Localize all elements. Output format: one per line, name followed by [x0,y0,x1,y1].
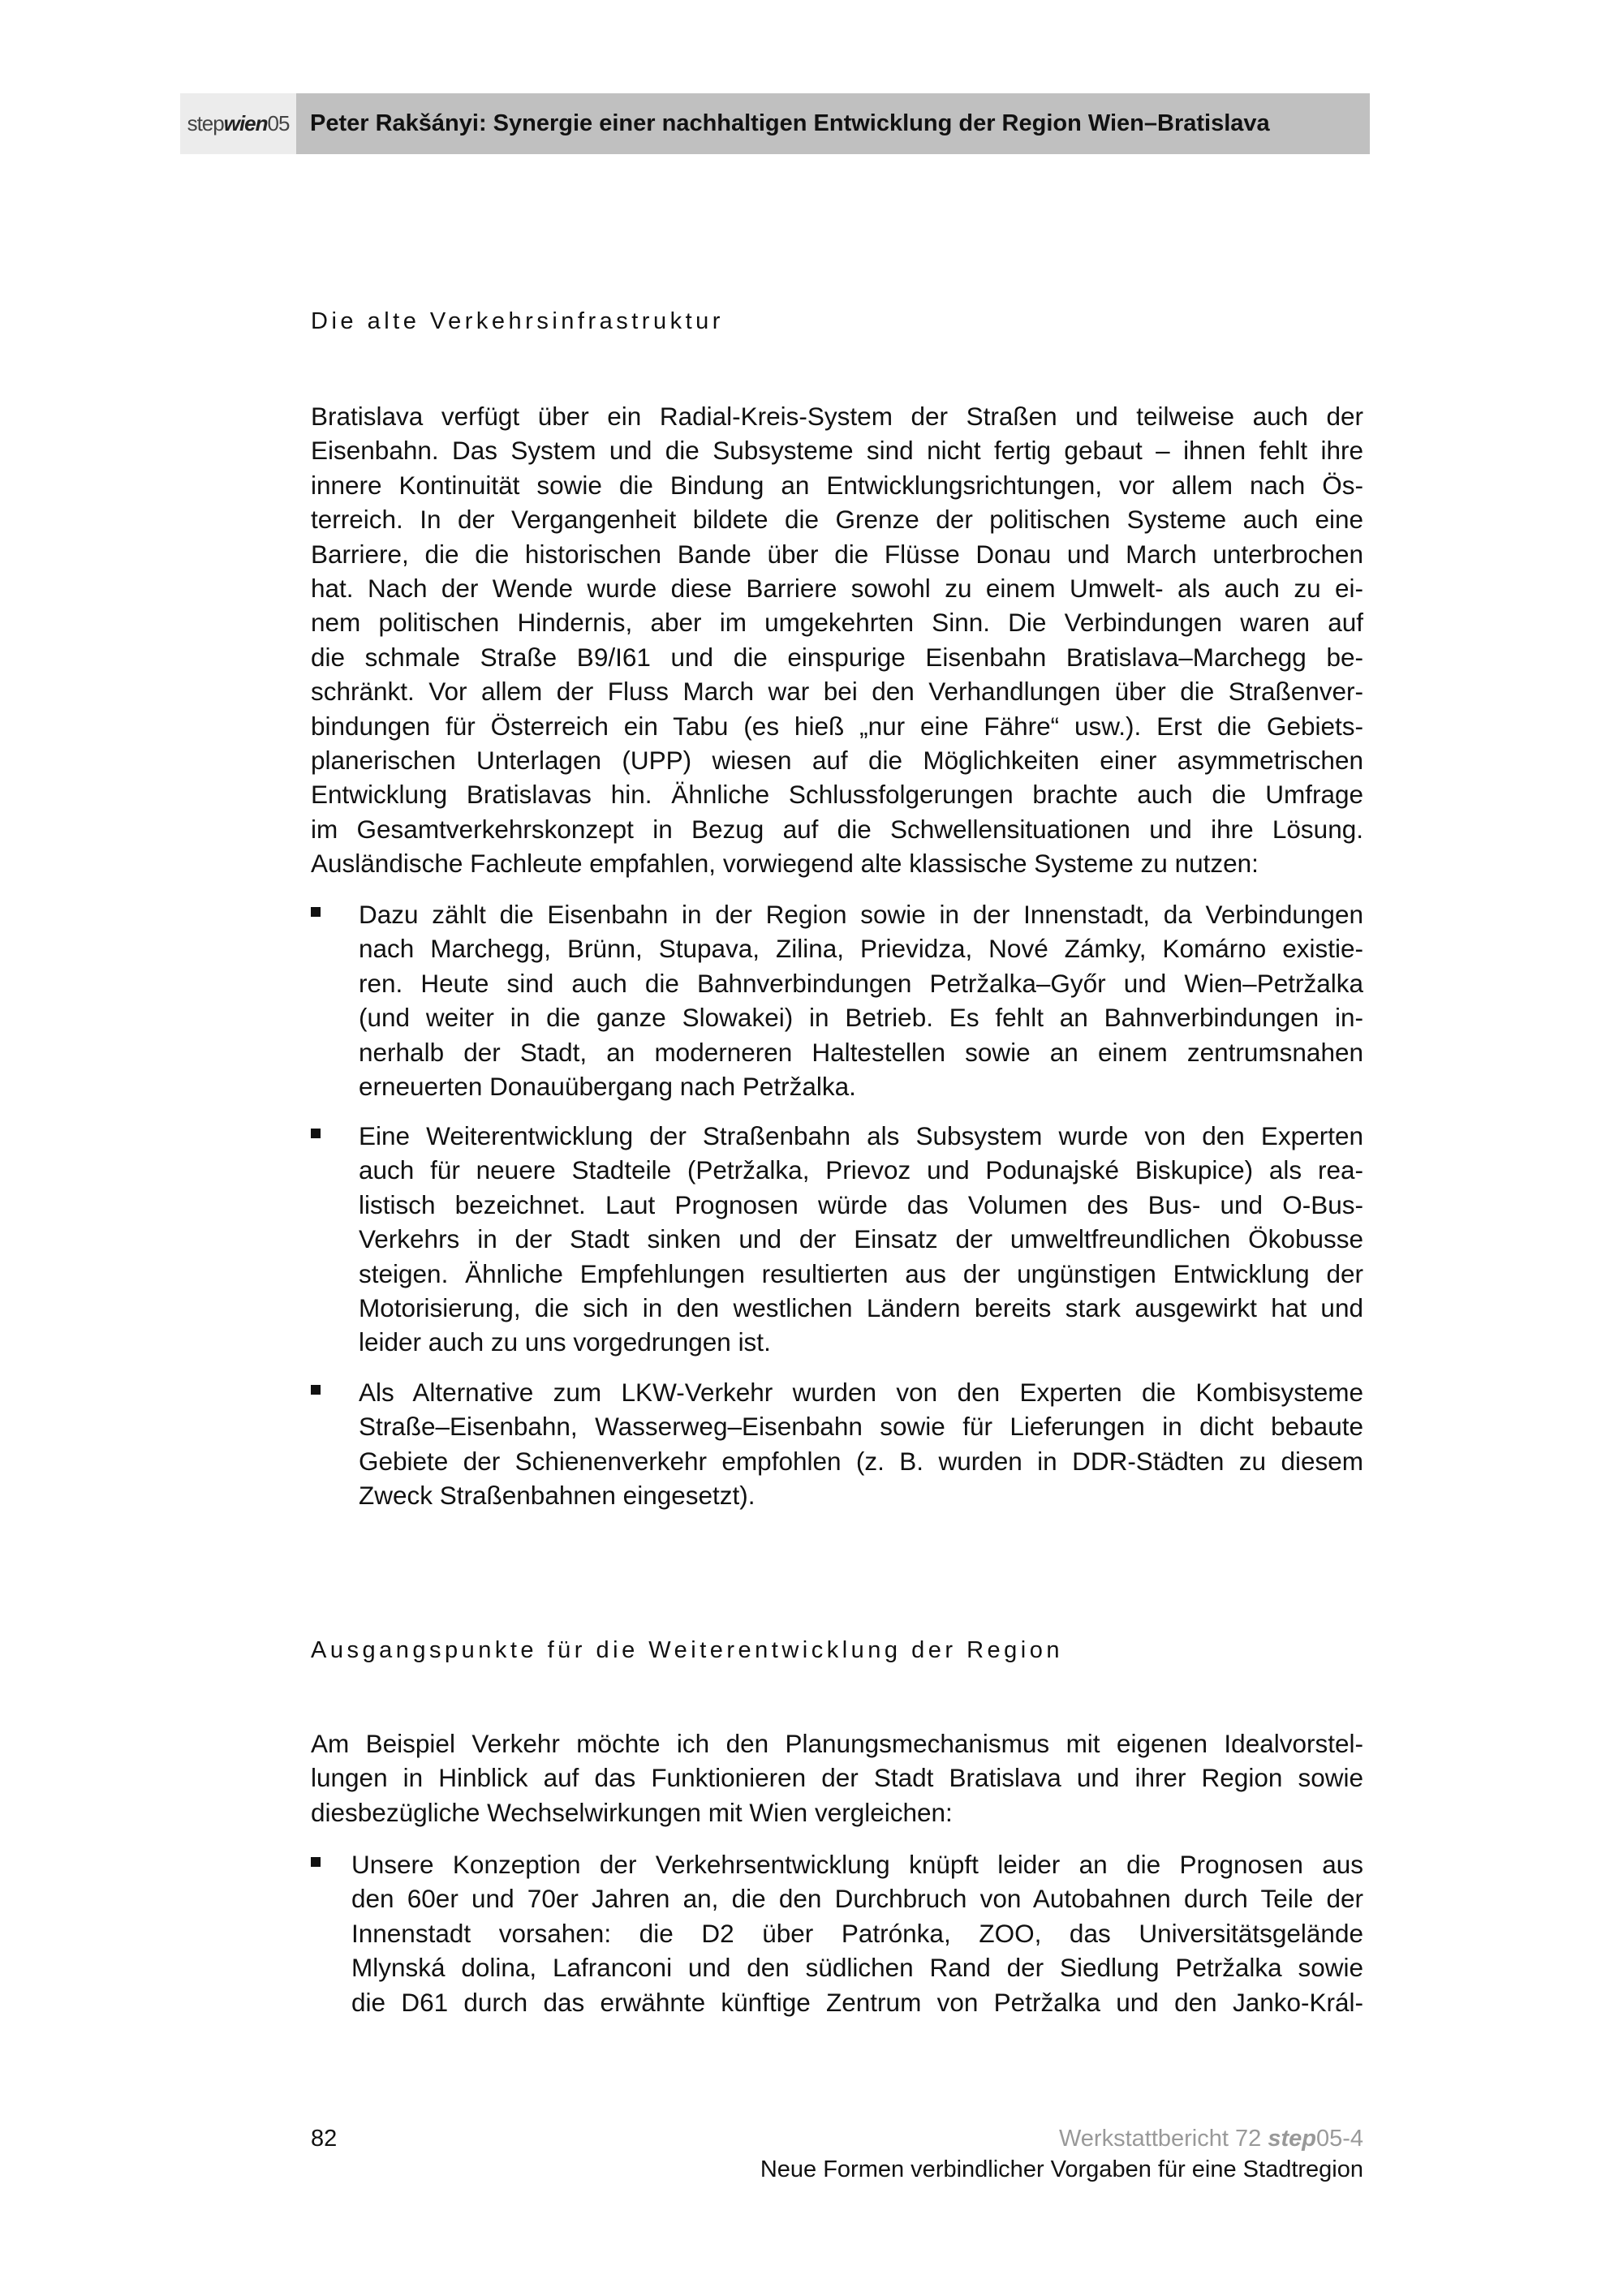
text-line: ren. Heute sind auch die Bahnverbindungen Petržalka–Győr und Wien–Petržalka [359,968,1363,998]
text-line: Dazu zählt die Eisenbahn in der Region sowie in der Innenstadt, da Verbindungen [359,900,1363,929]
bullet-icon [311,1129,321,1138]
text-line: Motorisierung, die sich in den westlichen Ländern bereits stark ausgewirkt hat und [359,1293,1363,1323]
page-number: 82 [311,2126,338,2152]
text-line: Barriere, die die historischen Bande über die Flüsse Donau und March unterbrochen [311,539,1363,569]
bullet-text [351,1847,1363,2019]
text-line: Innenstadt vorsahen: die D2 über Patrónka, ZOO, das Universitätsgelände [351,1918,1363,1948]
text-line: auch für neuere Stadteile (Petržalka, Prievoz und Podunajské Biskupice) als rea- [359,1155,1363,1185]
step-wien-logo [180,93,296,154]
bullet-item [311,1119,1363,1360]
text-line: Am Beispiel Verkehr möchte ich den Planungsmechanismus mit eigenen Idealvorstel- [311,1729,1363,1758]
page-header [180,93,1370,154]
bullet-item [311,1847,1363,2019]
bullet-item [311,897,1363,1103]
text-line: diesbezügliche Wechselwirkungen mit Wien vergleichen: [311,1797,953,1827]
text-line: die D61 durch das erwähnte künftige Zentrum von Petržalka und den Janko-Král- [351,1987,1363,2017]
text-line: terreich. In der Vergangenheit bildete die Grenze der politischen Systeme auch eine [311,505,1363,535]
text-line: Entwicklung Bratislavas hin. Ähnliche Schlussfolgerungen brachte auch die Umfrage [311,780,1363,810]
footer-series-b: step [1268,2126,1316,2152]
text-line: Gebiete der Schienenverkehr empfohlen (z. B. wurden in DDR-Städten zu diesem [359,1446,1363,1476]
text-line: Bratislava verfügt über ein Radial-Kreis-System der Straßen und teilweise auch der [311,402,1363,431]
text-line: planerischen Unterlagen (UPP) wiesen auf die Möglichkeiten einer asymmetrischen [311,746,1363,776]
text-line: nem politischen Hindernis, aber im umgekehrten Sinn. Die Verbindungen waren auf [311,608,1363,638]
paragraph [311,1726,1363,1829]
text-line: steigen. Ähnliche Empfehlungen resultierten aus der ungünstigen Entwicklung der [359,1258,1363,1288]
bullet-text [359,897,1363,1103]
bullet-text [359,1375,1363,1513]
text-line: hat. Nach der Wende wurde diese Barriere sowohl zu einem Umwelt- als auch zu ei- [311,574,1363,604]
text-line: erneuerten Donauübergang nach Petržalka. [359,1072,856,1102]
section-heading: Ausgangspunkte für die Weiterentwicklung der Region [311,1637,1063,1663]
bullet-text [359,1119,1363,1360]
footer-series-c: 05-4 [1315,2126,1363,2152]
bullet-icon [311,1385,321,1395]
text-line: den 60er und 70er Jahren an, die den Durchbruch von Autobahnen durch Teile der [351,1884,1363,1914]
logo-year: 05 [267,111,290,135]
footer-series [1059,2126,1363,2152]
text-line: Straße–Eisenbahn, Wasserweg–Eisenbahn sowie für Lieferungen in dicht bebaute [359,1412,1363,1442]
text-line: Ausländische Fachleute empfahlen, vorwiegend alte klassische Systeme zu nutzen: [311,849,1259,879]
paragraph [311,399,1363,881]
text-line: listisch bezeichnet. Laut Prognosen würde das Volumen des Bus- und O-Bus- [359,1189,1363,1219]
text-line: Zweck Straßenbahnen eingesetzt). [359,1481,756,1511]
text-line: bindungen für Österreich ein Tabu (es hieß „nur eine Fähre“ usw.). Erst die Gebiets- [311,711,1363,741]
bullet-icon [311,1857,321,1867]
text-line: Verkehrs in der Stadt sinken und der Einsatz der umweltfreundlichen Ökobusse [359,1224,1363,1254]
footer-subtitle: Neue Formen verbindlicher Vorgaben für eine Stadtregion [760,2156,1363,2182]
bullet-icon [311,907,321,917]
text-line: nerhalb der Stadt, an moderneren Haltestellen sowie an einem zentrumsnahen [359,1037,1363,1067]
section-heading: Die alte Verkehrsinfrastruktur [311,308,724,334]
text-line: (und weiter in die ganze Slowakei) in Betrieb. Es fehlt an Bahnverbindungen in- [359,1003,1363,1033]
logo-step: step [187,111,224,135]
text-line: die schmale Straße B9/I61 und die einspurige Eisenbahn Bratislava–Marchegg be- [311,642,1363,672]
text-line: Eisenbahn. Das System und die Subsysteme sind nicht fertig gebaut – ihnen fehlt ihre [311,436,1363,466]
text-line: Unsere Konzeption der Verkehrsentwicklung knüpft leider an die Prognosen aus [351,1850,1363,1879]
text-line: im Gesamtverkehrskonzept in Bezug auf die Schwellensituationen und ihre Lösung. [311,814,1363,844]
text-line: nach Marchegg, Brünn, Stupava, Zilina, Prievidza, Nové Zámky, Komárno existie- [359,934,1363,964]
text-line: Eine Weiterentwicklung der Straßenbahn als Subsystem wurde von den Experten [359,1121,1363,1150]
text-line: Mlynská dolina, Lafranconi und den südlichen Rand der Siedlung Petržalka sowie [351,1953,1363,1983]
text-line: innere Kontinuität sowie die Bindung an Entwicklungsrichtungen, vor allem nach Ös- [311,470,1363,500]
bullet-item [311,1375,1363,1513]
text-line: schränkt. Vor allem der Fluss March war bei den Verhandlungen über die Straßenver- [311,677,1363,707]
logo-wien: wien [223,111,268,135]
footer-series-a: Werkstattbericht 72 [1058,2126,1268,2152]
header-title: Peter Rakšányi: Synergie einer nachhaltigen Entwicklung der Region Wien–Bratislava [310,110,1270,136]
text-line: lungen in Hinblick auf das Funktionieren der Stadt Bratislava und ihrer Region sowie [311,1763,1363,1793]
text-line: Als Alternative zum LKW-Verkehr wurden von den Experten die Kombisysteme [359,1378,1363,1407]
text-line: leider auch zu uns vorgedrungen ist. [359,1327,771,1357]
logo-text [187,111,290,136]
